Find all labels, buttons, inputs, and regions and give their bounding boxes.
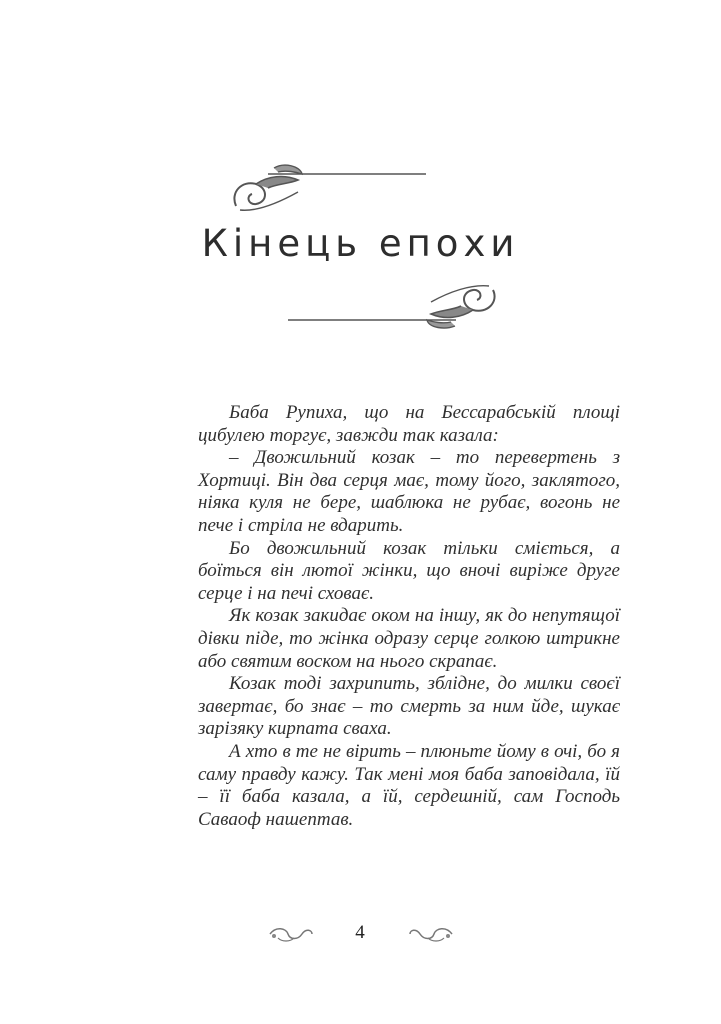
paragraph-3: Бо двожильний козак тільки сміється, а боїться він лютої жінки, що вночі виріже друге серце і на печі сховає. [198, 537, 620, 604]
page-number: 4 [355, 922, 365, 943]
footer-left-ornament [268, 924, 314, 944]
paragraph-4: Як козак закидає оком на іншу, як до непутящої дівки піде, то жінка одразу серце голкою штрикне або святим воском на нього скрапає. [198, 605, 620, 672]
paragraph-5: Козак тоді захрипить, зблідне, до милки своєї завертає, бо знає – то смерть за ним йде, шукає зарізяку кирпата сваха. [198, 673, 620, 740]
paragraph-2: – Двожильний козак – то перевертень з Хортиці. Він два серця має, тому його, заклятого, ніяка куля не бере, шаблюка не рубає, вогонь не пече і стріла не вдарить. [198, 447, 620, 536]
paragraph-1: Баба Рупиха, що на Бессарабській площі цибулею торгує, завжди так казала: [198, 402, 620, 446]
bottom-flourish-ornament [286, 284, 501, 330]
top-flourish-ornament [228, 162, 428, 214]
footer-right-ornament [408, 924, 454, 944]
body-text [198, 402, 620, 831]
paragraph-6: А хто в те не вірить – плюньте йому в очі, бо я саму правду кажу. Так мені моя баба заповідала, їй – її баба казала, а їй, сердешній, сам Господь Саваоф нашептав. [198, 740, 620, 830]
chapter-title: Кінець епохи [201, 222, 520, 265]
